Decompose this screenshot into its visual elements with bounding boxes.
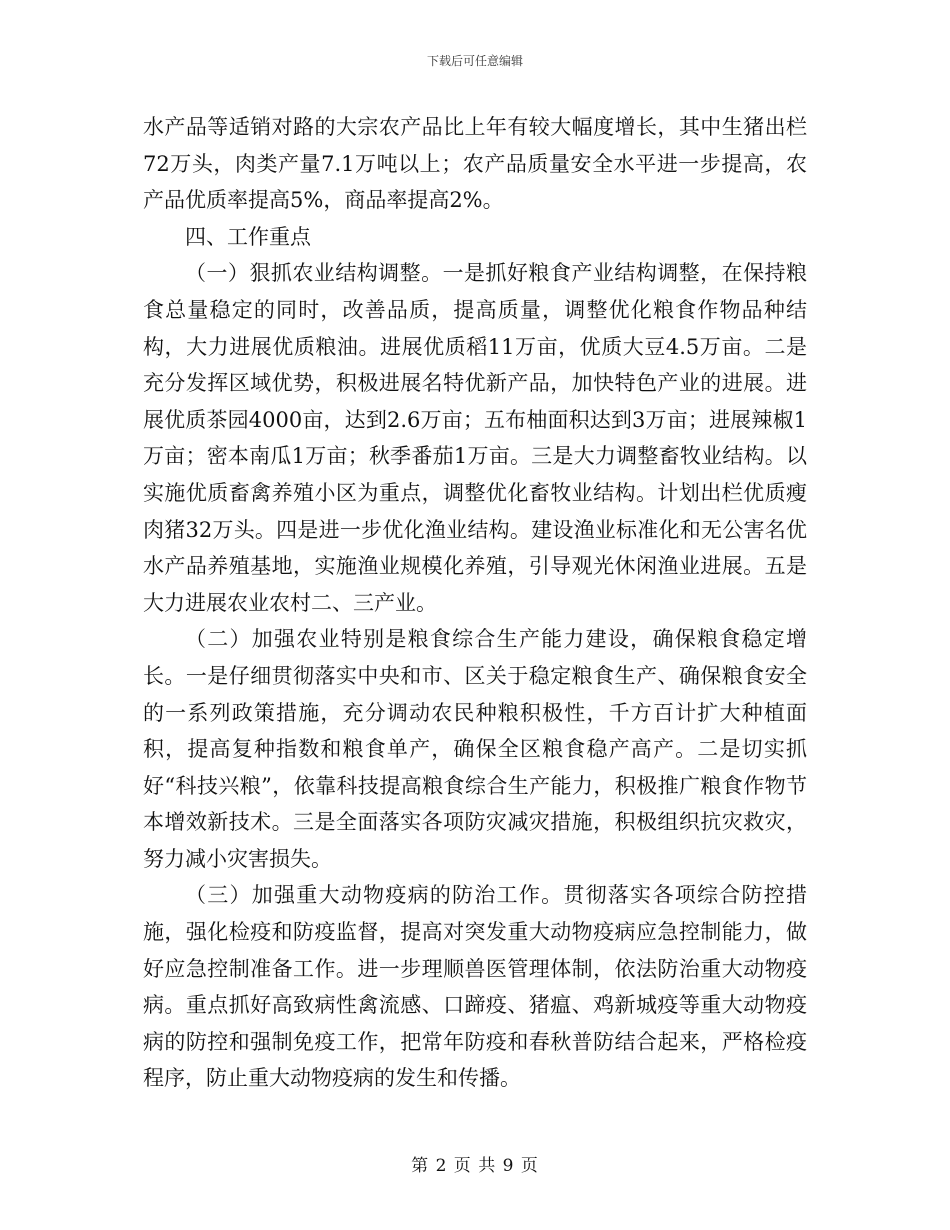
paragraph-animal-epidemic: （三）加强重大动物疫病的防治工作。贯彻落实各项综合防控措施，强化检疫和防疫监督，提高对突发重大动物疫病应急控制能力，做好应急控制准备工作。进一步理顺兽医管理体制，依法防治重大动物疫病。重点抓好高致病性禽流感、口蹄疫、猪瘟、鸡新城疫等重大动物疫病的防控和强制免疫工作，把常年防疫和春秋普防结合起来，严格检疫程序，防止重大动物疫病的发生和传播。 [143,883,807,1091]
paragraph-continued: 水产品等适销对路的大宗农产品比上年有较大幅度增长，其中生猪出栏72万头，肉类产量7.1万吨以上；农产品质量安全水平进一步提高，农产品优质率提高5%，商品率提高2%。 [143,115,807,213]
page-number: 第 2 页 共 9 页 [411,1156,539,1176]
paragraph-grain-capacity: （二）加强农业特别是粮食综合生产能力建设，确保粮食稳定增长。一是仔细贯彻落实中央和市、区关于稳定粮食生产、确保粮食安全的一系列政策措施，充分调动农民种粮积极性，千方百计扩大种植面积，提高复种指数和粮食单产，确保全区粮食稳产高产。二是切实抓好“科技兴粮”，依靠科技提高粮食综合生产能力，积极推广粮食作物节本增效新技术。三是全面落实各项防灾减灾措施，积极组织抗灾救灾，努力减小灾害损失。 [143,627,807,871]
paragraph-agriculture-structure: （一）狠抓农业结构调整。一是抓好粮食产业结构调整，在保持粮食总量稳定的同时，改善品质，提高质量，调整优化粮食作物品种结构，大力进展优质粮油。进展优质稻11万亩，优质大豆4.5万亩。二是充分发挥区域优势，积极进展名特优新产品，加快特色产业的进展。进展优质茶园4000亩，达到2.6万亩；五布柚面积达到3万亩；进展辣椒1万亩；密本南瓜1万亩；秋季番茄1万亩。三是大力调整畜牧业结构。以实施优质畜禽养殖小区为重点，调整优化畜牧业结构。计划出栏优质瘦肉猪32万头。四是进一步优化渔业结构。建设渔业标准化和无公害名优水产品养殖基地，实施渔业规模化养殖，引导观光休闲渔业进展。五是大力进展农业农村二、三产业。 [143,261,807,615]
page-header: 下载后可任意编辑 [426,54,523,68]
document-body [143,109,807,1097]
section-heading: 四、工作重点 [185,224,311,249]
